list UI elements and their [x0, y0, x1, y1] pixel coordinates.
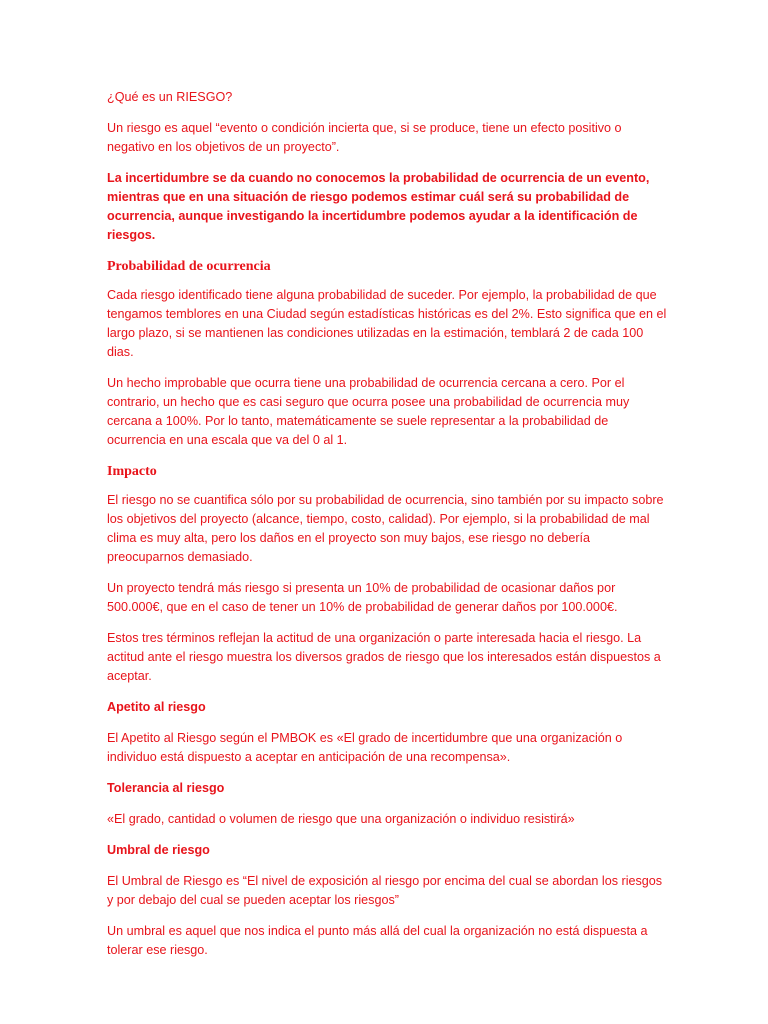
heading-apetito: Apetito al riesgo — [107, 700, 206, 714]
paragraph-actitud: Estos tres términos reflejan la actitud de una organización o parte interesada hacia el riesgo. La actitud ante el riesgo muestra los diversos grados de riesgo que los interesados están dispuestos a aceptar. — [107, 631, 661, 683]
paragraph-umbral-1: El Umbral de Riesgo es “El nivel de exposición al riesgo por encima del cual se abordan los riesgos y por debajo del cual se pueden aceptar los riesgos” — [107, 874, 663, 907]
paragraph-umbral-2: Un umbral es aquel que nos indica el punto más allá del cual la organización no está dispuesta a tolerar ese riesgo. — [107, 924, 648, 957]
heading-probabilidad: Probabilidad de ocurrencia — [107, 259, 271, 274]
question-title: ¿Qué es un RIESGO? — [107, 90, 233, 104]
paragraph-impacto-2: Un proyecto tendrá más riesgo si presenta un 10% de probabilidad de ocasionar daños por 500.000€, que en el caso de tener un 10% de probabilidad de generar daños por 100.000€. — [107, 581, 618, 614]
paragraph-probabilidad-2: Un hecho improbable que ocurra tiene una probabilidad de ocurrencia cercana a cero. Por el contrario, un hecho que es casi seguro que ocurra posee una probabilidad de ocurrencia muy cercana a 100%. Por lo tanto, matemáticamente se suele representar a la probabilidad de ocurrencia en una escala que va del 0 al 1. — [107, 376, 630, 447]
paragraph-impacto-1: El riesgo no se cuantifica sólo por su probabilidad de ocurrencia, sino también por su impacto sobre los objetivos del proyecto (alcance, tiempo, costo, calidad). Por ejemplo, si la probabilidad de mal clima es muy alta, pero los daños en el proyecto son muy bajos, ese riesgo no debería preocuparnos demasiado. — [107, 493, 664, 564]
heading-impacto: Impacto — [107, 464, 157, 479]
paragraph-probabilidad-1: Cada riesgo identificado tiene alguna probabilidad de suceder. Por ejemplo, la probabilidad de que tengamos temblores en una Ciudad según estadísticas históricas es del 2%. Esto significa que en el largo plazo, si se mantienen las condiciones utilizadas en la estimación, temblará 2 de cada 100 dias. — [107, 288, 667, 359]
paragraph-apetito: El Apetito al Riesgo según el PMBOK es «El grado de incertidumbre que una organización o individuo está dispuesto a aceptar en anticipación de una recompensa». — [107, 731, 623, 764]
heading-umbral: Umbral de riesgo — [107, 843, 210, 857]
heading-tolerancia: Tolerancia al riesgo — [107, 781, 225, 795]
paragraph-incertidumbre: La incertidumbre se da cuando no conocemos la probabilidad de ocurrencia de un evento, mientras que en una situación de riesgo podemos estimar cuál será su probabilidad de ocurrencia, aunque investigando la incertidumbre podemos ayudar a la identificación de riesgos. — [107, 171, 650, 242]
paragraph-tolerancia: «El grado, cantidad o volumen de riesgo que una organización o individuo resistirá» — [107, 812, 575, 826]
paragraph-definition: Un riesgo es aquel “evento o condición incierta que, si se produce, tiene un efecto positivo o negativo en los objetivos de un proyecto”. — [107, 121, 622, 154]
document-page — [107, 88, 667, 972]
